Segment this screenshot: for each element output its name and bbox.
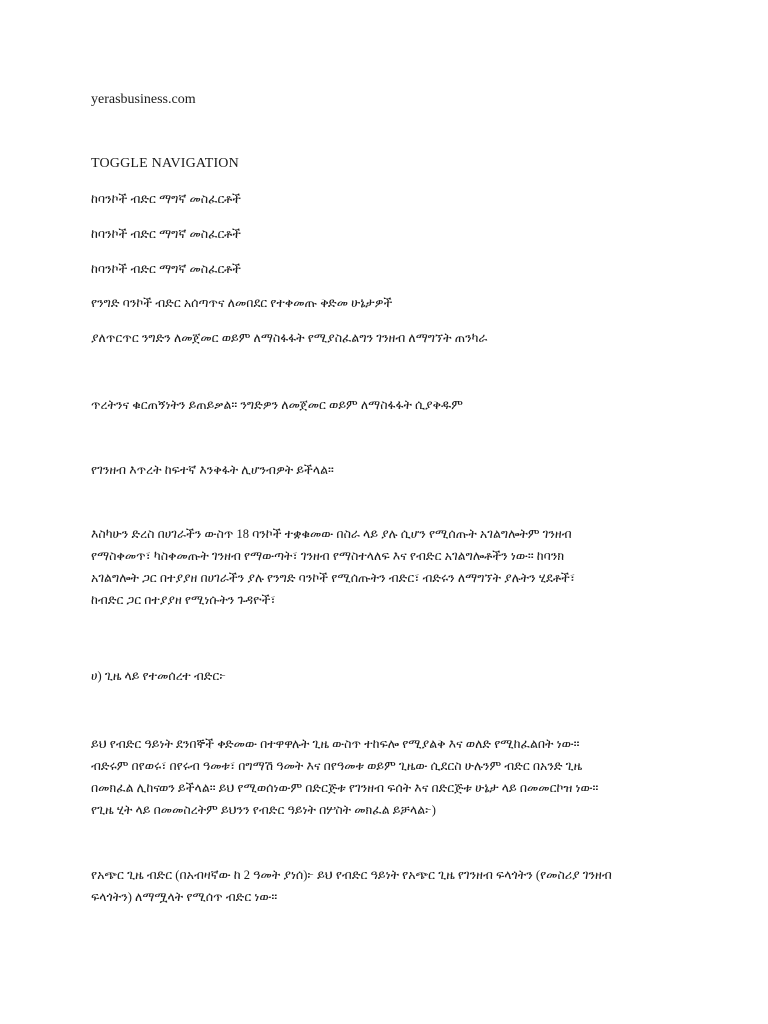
article-title: የንግድ ባንኮች ብድር አሰጣጥና ለመበደር የተቀመጡ ቅድመ ሁኔታዎች: [91, 296, 393, 310]
paragraph-4-line: በመክፈል ሊከናወን ይችላል። ይህ የሚወሰነውም በድርጅቱ የገንዘብ ፍሰት እና በድርጅቱ ሁኔታ ላይ በመመርኮዝ ነው።: [91, 781, 599, 795]
section-heading: ሀ) ጊዜ ላይ የተመሰረተ ብድር፦: [91, 669, 226, 683]
paragraph-4-line: ብድሩም በየወሩ፣ በየሩብ ዓመቱ፣ በግማሽ ዓመት እና በየዓመቱ ወይም ጊዜው ሲደርስ ሁሉንም ብድር በአንድ ጊዜ: [91, 759, 583, 773]
nav-link-loan-requirements-1[interactable]: ከባንኮች ብድር ማግኛ መስፈርቶች: [91, 192, 242, 206]
paragraph-1: ጥረትንና ቁርጠኝነትን ይጠይቃል። ንግድዎን ለመጀመር ወይም ለማስፋፋት ሲያቅዱም: [91, 398, 463, 412]
article-intro: ያለጥርጥር ንግድን ለመጀመር ወይም ለማስፋፋት የሚያስፈልግን ገንዘብ ለማግኘት ጠንካራ: [91, 331, 488, 345]
nav-link-loan-requirements-3[interactable]: ከባንኮች ብድር ማግኛ መስፈርቶች: [91, 262, 242, 276]
paragraph-4: [91, 733, 691, 821]
nav-link-loan-requirements-2[interactable]: ከባንኮች ብድር ማግኛ መስፈርቶች: [91, 227, 242, 241]
paragraph-2: የገንዘብ እጥረት ከፍተኛ እንቅፋት ሊሆንብዎት ይችላል።: [91, 463, 334, 477]
paragraph-3: [91, 523, 691, 611]
toggle-navigation-button[interactable]: TOGGLE NAVIGATION: [91, 156, 239, 171]
paragraph-4-line: የጊዜ ሂት ላይ በመመስረትም ይህንን የብድር ዓይነት በሦስት መክፈል ይቻላል፦): [91, 803, 436, 817]
paragraph-3-line: እስካሁን ድረስ በሀገራችን ውስጥ 18 ባንኮች ተቋቁመው በስራ ላይ ያሉ ሲሆን የሚሰጡት አገልግሎትም ገንዘብ: [91, 527, 572, 541]
paragraph-3-line: አገልግሎት ጋር በተያያዘ በሀገራችን ያሉ የንግድ ባንኮች የሚሰጡትን ብድር፣ ብድሩን ለማግኘት ያሉትን ሂደቶች፣: [91, 571, 575, 585]
paragraph-4-line: ይህ የብድር ዓይነት ደንበኞች ቀድመው በተዋዋሉት ጊዜ ውስጥ ተከፍሎ የሚያልቅ እና ወለድ የሚከፈልበት ነው።: [91, 737, 580, 751]
paragraph-3-line: የማስቀመጥ፣ ካስቀመጡት ገንዘብ የማውጣት፣ ገንዘብ የማስተላለፍ እና የብድር አገልግሎቶችን ነው። ከባንክ: [91, 549, 565, 563]
paragraph-5-line: የአጭር ጊዜ ብድር (በአብዛኛው ከ 2 ዓመት ያነሰ)፦ ይህ የብድር ዓይነት የአጭር ጊዜ የገንዘብ ፍላጎትን (የመስሪያ ገንዘብ: [91, 868, 612, 882]
site-domain: yerasbusiness.com: [91, 92, 196, 107]
paragraph-5-line: ፍላጎትን) ለማሟላት የሚሰጥ ብድር ነው።: [91, 890, 278, 904]
paragraph-3-line: ከብድር ጋር በተያያዘ የሚነሱትን ጉዳዮች፣: [91, 593, 276, 607]
paragraph-5: [91, 864, 691, 908]
